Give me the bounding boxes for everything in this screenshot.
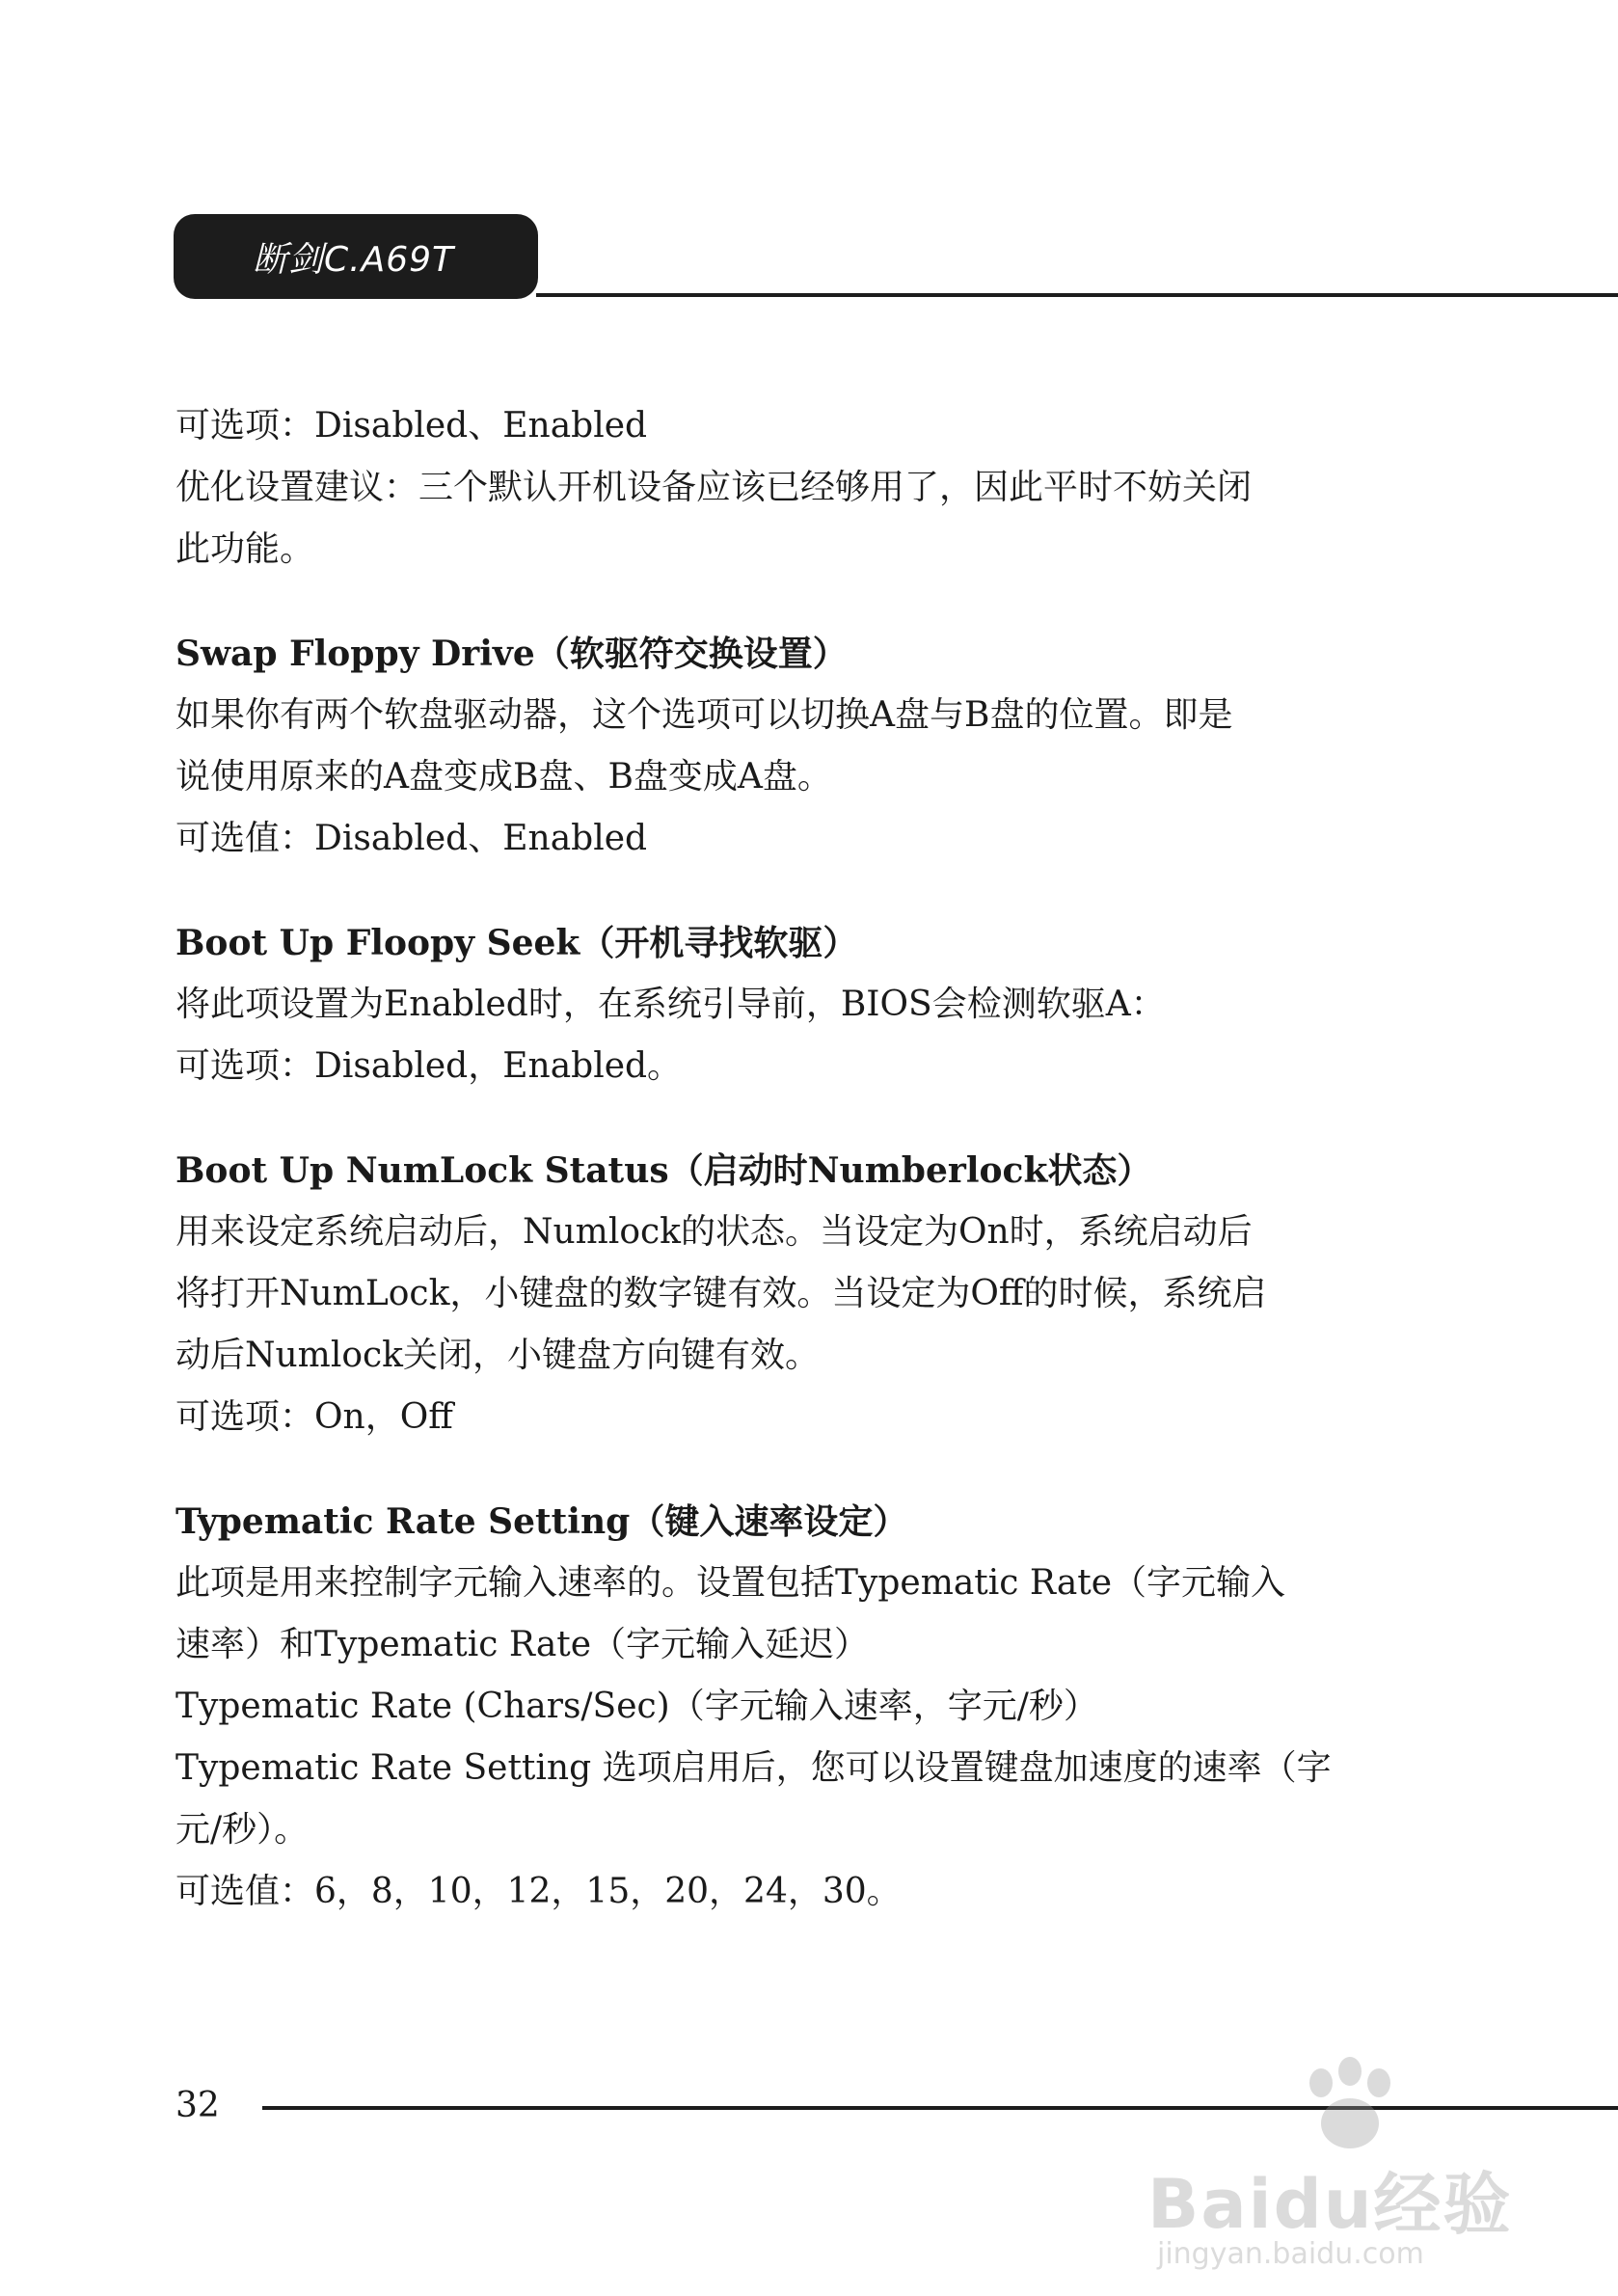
- section-heading: Typematic Rate Setting（键入速率设定）: [175, 1501, 908, 1542]
- paragraph-line: 优化设置建议：三个默认开机设备应该已经够用了，因此平时不妨关闭: [175, 468, 1253, 507]
- baidu-watermark: [1147, 2054, 1552, 2271]
- paragraph-line: 将此项设置为Enabled时，在系统引导前，BIOS会检测软驱A：: [175, 985, 1166, 1024]
- paragraph-line: 可选值：6，8，10，12，15，20，24，30。: [175, 1872, 902, 1911]
- watermark-suffix: 经验: [1373, 2165, 1513, 2244]
- paragraph-line: 如果你有两个软盘驱动器，这个选项可以切换A盘与B盘的位置。即是: [175, 695, 1233, 735]
- paragraph-line: 可选值：Disabled、Enabled: [175, 819, 648, 858]
- section-options-intro: [175, 395, 1400, 581]
- section-heading: Swap Floppy Drive（软驱符交换设置）: [175, 634, 848, 674]
- header-title: 断剑C.A69T: [253, 239, 455, 280]
- section-boot-floppy-seek: [175, 912, 1400, 1097]
- paragraph-line: 动后Numlock关闭，小键盘方向键有效。: [175, 1336, 820, 1375]
- paragraph-line: 速率）和Typematic Rate（字元输入延迟）: [175, 1625, 870, 1664]
- paragraph-line: 此项是用来控制字元输入速率的。设置包括Typematic Rate（字元输入: [175, 1563, 1286, 1603]
- paragraph-line: Typematic Rate Setting 选项启用后，您可以设置键盘加速度的速率（字: [175, 1748, 1332, 1788]
- section-typematic-rate: [175, 1491, 1400, 1923]
- section-heading: Boot Up NumLock Status（启动时Numberlock状态）: [175, 1150, 1152, 1191]
- section-numlock-status: [175, 1140, 1400, 1448]
- watermark-brand: Bai: [1147, 2165, 1274, 2244]
- paragraph-line: 将打开NumLock，小键盘的数字键有效。当设定为Off的时候，系统启: [175, 1274, 1267, 1313]
- watermark-url: jingyan.baidu.com: [1157, 2237, 1424, 2271]
- paragraph-line: Typematic Rate (Chars/Sec)（字元输入速率，字元/秒）: [175, 1687, 1098, 1726]
- header-rule: [536, 293, 1618, 297]
- header-tab: [174, 214, 538, 299]
- paragraph-line: 可选项：Disabled、Enabled: [175, 406, 648, 446]
- paragraph-line: 说使用原来的A盘变成B盘、B盘变成A盘。: [175, 757, 832, 797]
- section-swap-floppy: [175, 623, 1400, 870]
- page-number: 32: [175, 2086, 220, 2125]
- section-heading: Boot Up Floopy Seek（开机寻找软驱）: [175, 923, 858, 963]
- paragraph-line: 此功能。: [175, 529, 315, 569]
- paragraph-line: 可选项：On，Off: [175, 1397, 453, 1437]
- paragraph-line: 用来设定系统启动后，Numlock的状态。当设定为On时，系统启动后: [175, 1212, 1253, 1252]
- page-body: [175, 395, 1400, 1923]
- paragraph-line: 可选项：Disabled，Enabled。: [175, 1046, 683, 1086]
- watermark-brand-du: du: [1273, 2165, 1374, 2244]
- paragraph-line: 元/秒）。: [175, 1810, 310, 1850]
